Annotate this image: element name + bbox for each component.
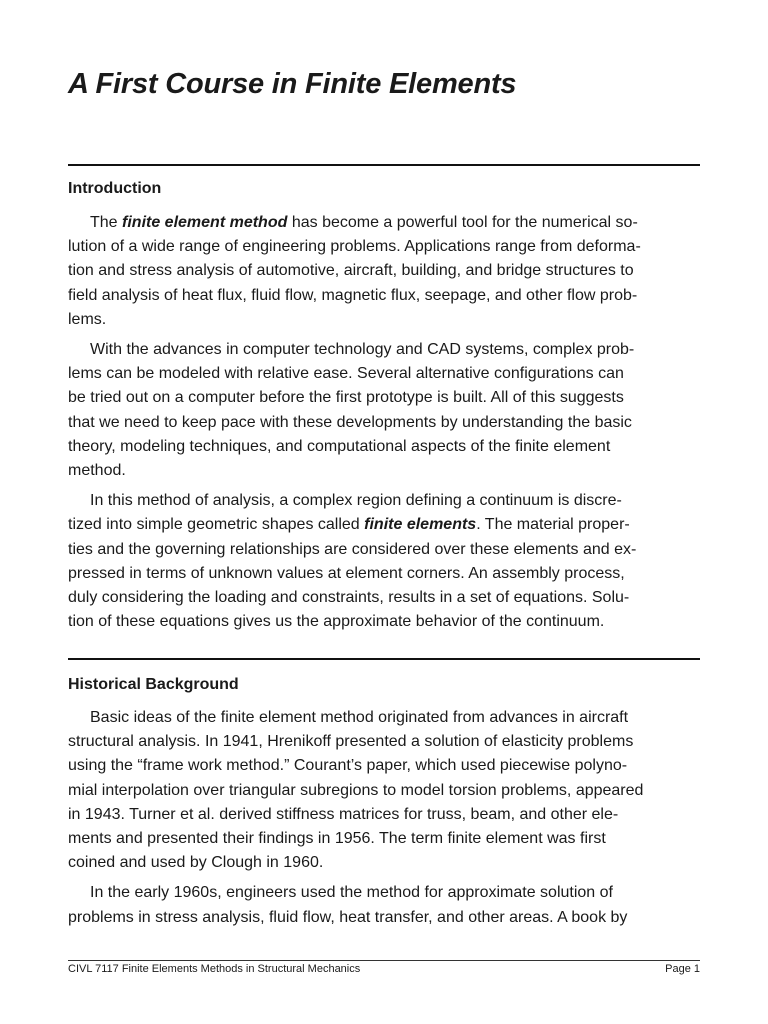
text-line: theory, modeling techniques, and computational aspects of the finite element bbox=[68, 437, 611, 455]
text-run: tized into simple geometric shapes called bbox=[68, 516, 365, 534]
footer-course-title: CIVL 7117 Finite Elements Methods in Structural Mechanics bbox=[68, 963, 361, 975]
text-line: lems can be modeled with relative ease. Several alternative configurations can bbox=[68, 365, 624, 383]
text-line: field analysis of heat flux, fluid flow, magnetic flux, seepage, and other flow prob- bbox=[68, 286, 638, 304]
text-line bbox=[68, 513, 700, 537]
section-heading-introduction: Introduction bbox=[68, 180, 162, 197]
text-run: The bbox=[90, 214, 123, 231]
text-line: mial interpolation over triangular subregions to model torsion problems, appeared bbox=[68, 781, 644, 799]
footer-divider bbox=[68, 960, 700, 961]
paragraph bbox=[68, 211, 700, 332]
text-line: that we need to keep pace with these developments by understanding the basic bbox=[68, 413, 632, 431]
text-line: lems. bbox=[68, 310, 107, 328]
text-line: ties and the governing relationships are considered over these elements and ex- bbox=[68, 540, 637, 558]
paragraph bbox=[68, 706, 700, 875]
text-line: With the advances in computer technology and CAD systems, complex prob- bbox=[90, 341, 635, 359]
footer-page-number: Page 1 bbox=[665, 963, 700, 975]
text-line: in 1943. Turner et al. derived stiffness matrices for truss, beam, and other ele- bbox=[68, 805, 619, 823]
emphasis-term: finite element method bbox=[122, 214, 288, 231]
text-line: duly considering the loading and constraints, results in a set of equations. Solu- bbox=[68, 589, 630, 607]
paragraph bbox=[68, 881, 700, 929]
section-introduction bbox=[68, 211, 700, 640]
text-line: tion of these equations gives us the approximate behavior of the continuum. bbox=[68, 613, 605, 631]
text-line: structural analysis. In 1941, Hrenikoff presented a solution of elasticity problems bbox=[68, 733, 634, 751]
text-line: coined and used by Clough in 1960. bbox=[68, 854, 324, 872]
text-line: In this method of analysis, a complex region defining a continuum is discre- bbox=[90, 492, 622, 510]
text-line: using the “frame work method.” Courant’s paper, which used piecewise polyno- bbox=[68, 757, 628, 775]
text-line: lution of a wide range of engineering problems. Applications range from deforma- bbox=[68, 238, 641, 256]
text-line bbox=[68, 211, 700, 235]
text-line: method. bbox=[68, 462, 126, 480]
section-historical-background bbox=[68, 706, 700, 936]
text-run: has become a powerful tool for the numerical so- bbox=[287, 214, 638, 231]
text-line: In the early 1960s, engineers used the method for approximate solution of bbox=[90, 884, 613, 902]
section-divider-intro bbox=[68, 164, 700, 166]
page-title: A First Course in Finite Elements bbox=[68, 68, 517, 100]
text-run: . The material proper- bbox=[476, 516, 630, 534]
section-heading-historical-background: Historical Background bbox=[68, 676, 239, 693]
paragraph bbox=[68, 338, 700, 483]
text-line: Basic ideas of the finite element method originated from advances in aircraft bbox=[90, 709, 629, 726]
text-line: be tried out on a computer before the first prototype is built. All of this suggests bbox=[68, 389, 624, 407]
text-line: ments and presented their findings in 1956. The term finite element was first bbox=[68, 830, 606, 848]
emphasis-term: finite elements bbox=[364, 516, 477, 534]
text-line: pressed in terms of unknown values at element corners. An assembly process, bbox=[68, 564, 625, 582]
section-divider-history bbox=[68, 658, 700, 660]
document-page bbox=[68, 0, 700, 1024]
text-line: tion and stress analysis of automotive, aircraft, building, and bridge structures to bbox=[68, 262, 634, 280]
text-line: problems in stress analysis, fluid flow, heat transfer, and other areas. A book by bbox=[68, 908, 628, 926]
paragraph bbox=[68, 489, 700, 634]
